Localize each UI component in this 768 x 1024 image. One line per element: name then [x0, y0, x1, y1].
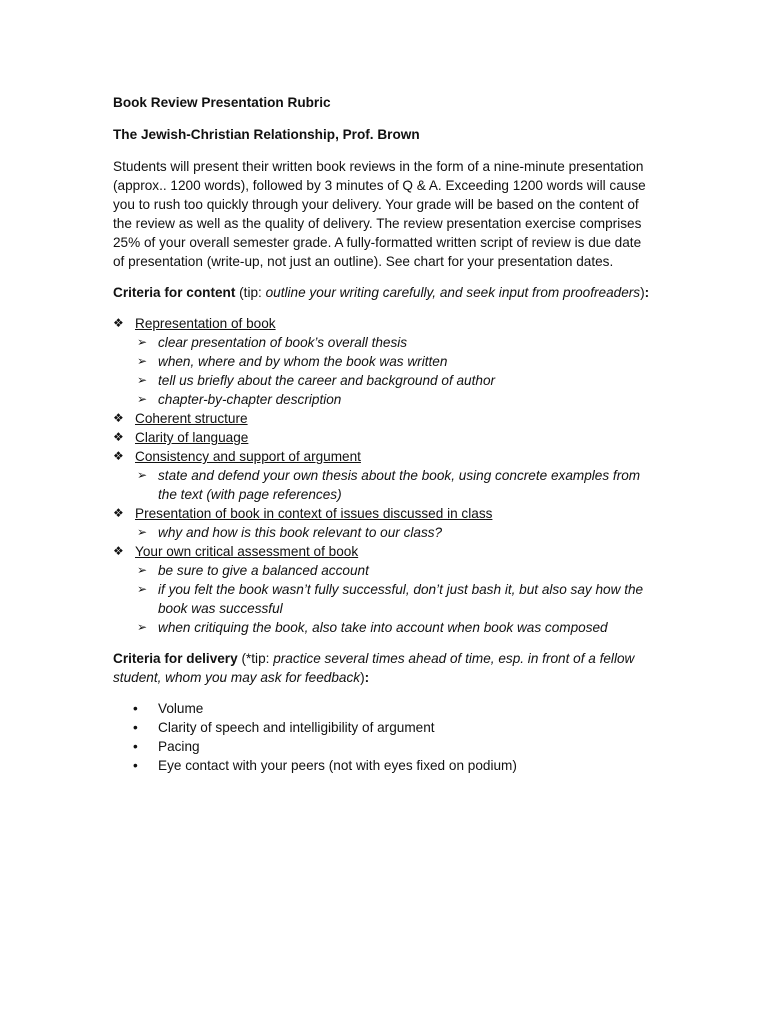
diamond-bullet-icon: ❖: [113, 411, 124, 425]
delivery-criteria-label: Criteria for delivery: [113, 651, 238, 666]
delivery-tip-colon: :: [364, 670, 370, 685]
bullet-icon: •: [133, 701, 138, 716]
content-criterion-subitem: [113, 618, 648, 637]
content-criterion-item: [113, 314, 768, 333]
arrow-bullet-icon: ➢: [137, 373, 148, 387]
delivery-criterion-text: Eye contact with your peers (not with eyes fixed on podium): [158, 758, 517, 773]
bullet-icon: •: [133, 739, 138, 754]
content-criterion-label: Representation of book: [135, 316, 276, 331]
arrow-bullet-icon: ➢: [137, 563, 148, 577]
arrow-bullet-icon: ➢: [137, 354, 148, 368]
content-tip-colon: :: [644, 285, 650, 300]
delivery-criterion-text: Volume: [158, 701, 204, 716]
arrow-bullet-icon: ➢: [137, 468, 148, 482]
section-gap: [113, 637, 768, 649]
document-title: Book Review Presentation Rubric: [113, 95, 331, 110]
delivery-tip-text: practice several times ahead of time, esp. in front of a fellow student, whom you may ask for feedback: [113, 651, 635, 685]
arrow-bullet-icon: ➢: [137, 525, 148, 539]
diamond-bullet-icon: ❖: [113, 506, 124, 520]
diamond-bullet-icon: ❖: [113, 430, 124, 444]
content-criterion-subitem: [113, 466, 648, 504]
content-criterion-subitem: [113, 390, 648, 409]
content-criterion-subitem-text: tell us briefly about the career and background of author: [158, 373, 496, 388]
arrow-bullet-icon: ➢: [137, 582, 148, 596]
content-criterion-subitem-text: when, where and by whom the book was written: [158, 354, 448, 369]
delivery-criterion-text: Pacing: [158, 739, 200, 754]
content-criterion-subitem: [113, 523, 648, 542]
delivery-criterion-item: [113, 737, 768, 756]
content-criterion-label: Your own critical assessment of book: [135, 544, 359, 559]
content-criterion-subitem: [113, 333, 648, 352]
content-criterion-label: Consistency and support of argument: [135, 449, 361, 464]
delivery-criteria-list: [113, 699, 768, 775]
content-criterion-item: [113, 542, 768, 561]
diamond-bullet-icon: ❖: [113, 544, 124, 558]
delivery-criterion-item: [113, 699, 768, 718]
bullet-icon: •: [133, 720, 138, 735]
delivery-tip-open: (*tip:: [237, 651, 274, 666]
content-criterion-label: Coherent structure: [135, 411, 248, 426]
diamond-bullet-icon: ❖: [113, 316, 124, 330]
content-criterion-subitem: [113, 580, 648, 618]
delivery-criterion-item: [113, 718, 768, 737]
content-criterion-label: Presentation of book in context of issues discussed in class: [135, 506, 493, 521]
content-criterion-subitem: [113, 352, 648, 371]
delivery-criteria-heading: [113, 649, 653, 687]
delivery-tip-close: ): [360, 670, 365, 685]
delivery-criterion-text: Clarity of speech and intelligibility of argument: [158, 720, 435, 735]
content-criterion-item: [113, 428, 768, 447]
delivery-criterion-item: [113, 756, 768, 775]
content-criterion-subitem: [113, 561, 648, 580]
content-criterion-subitem-text: state and defend your own thesis about the book, using concrete examples from the text (with page references): [158, 468, 641, 502]
content-criterion-subitem-text: if you felt the book wasn’t fully successful, don’t just bash it, but also say how the book was successful: [158, 582, 644, 616]
content-criterion-subitem-text: why and how is this book relevant to our class?: [158, 525, 443, 540]
content-criteria-heading: [113, 283, 653, 302]
content-tip-text: outline your writing carefully, and seek input from proofreaders: [265, 285, 641, 300]
intro-paragraph: Students will present their written book reviews in the form of a nine-minute presentation (approx.. 1200 words), followed by 3 minutes of Q & A. Exceeding 1200 words will cause you to rush too quickly through your delivery. Your grade will be based on the content of the review as well as the quality of delivery. The review presentation exercise comprises 25% of your overall semester grade. A fully-formatted written script of review is due date of presentation (write-up, not just an outline). See chart for your presentation dates.: [113, 159, 646, 269]
content-criterion-label: Clarity of language: [135, 430, 249, 445]
content-criteria-list: [113, 314, 768, 637]
content-tip-close: ): [640, 285, 645, 300]
bullet-icon: •: [133, 758, 138, 773]
content-criteria-label: Criteria for content: [113, 285, 236, 300]
content-tip-open: (tip:: [235, 285, 266, 300]
content-criterion-subitem-text: when critiquing the book, also take into account when book was composed: [158, 620, 608, 635]
content-criterion-subitem-text: clear presentation of book’s overall thesis: [158, 335, 408, 350]
content-criterion-item: [113, 447, 768, 466]
arrow-bullet-icon: ➢: [137, 335, 148, 349]
content-criterion-subitem-text: chapter-by-chapter description: [158, 392, 342, 407]
content-criterion-subitem: [113, 371, 648, 390]
content-criterion-item: [113, 504, 768, 523]
arrow-bullet-icon: ➢: [137, 620, 148, 634]
course-title: The Jewish-Christian Relationship, Prof. Brown: [113, 127, 420, 142]
content-criterion-subitem-text: be sure to give a balanced account: [158, 563, 369, 578]
content-criterion-item: [113, 409, 768, 428]
arrow-bullet-icon: ➢: [137, 392, 148, 406]
diamond-bullet-icon: ❖: [113, 449, 124, 463]
